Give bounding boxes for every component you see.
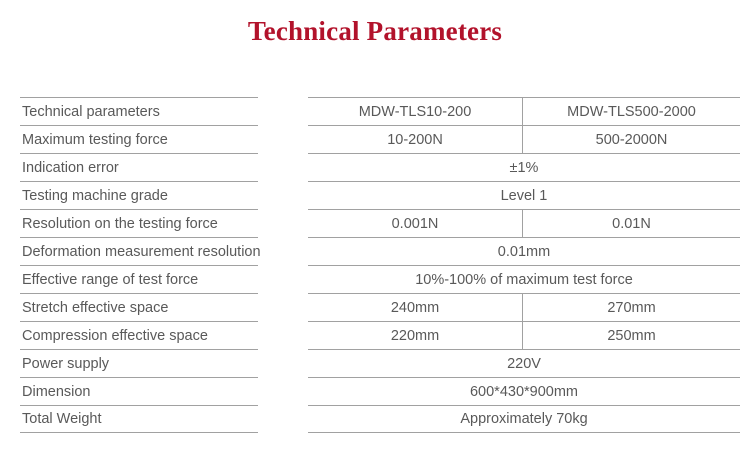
row-value-model1: 220mm	[308, 322, 523, 349]
parameters-table	[0, 97, 750, 433]
table-row	[0, 209, 750, 237]
row-values	[308, 181, 740, 209]
row-label: Power supply	[20, 349, 258, 377]
row-label: Effective range of test force	[20, 265, 258, 293]
row-label: Deformation measurement resolution	[20, 237, 258, 265]
row-label: Testing machine grade	[20, 181, 258, 209]
row-values	[308, 265, 740, 293]
row-value-model2: 0.01N	[612, 215, 651, 232]
page-title: Technical Parameters	[247, 16, 503, 46]
row-values	[308, 349, 740, 377]
row-value-shared: Approximately 70kg	[460, 411, 588, 427]
row-value-model1: 0.001N	[308, 210, 523, 237]
row-values	[308, 293, 740, 321]
row-value-shared: 220V	[507, 355, 541, 372]
row-value-model1: 10-200N	[308, 126, 523, 153]
table-row	[0, 125, 750, 153]
row-values	[308, 125, 740, 153]
table-row	[0, 377, 750, 405]
row-label: Resolution on the testing force	[20, 209, 258, 237]
table-row	[0, 237, 750, 265]
table-row	[0, 153, 750, 181]
row-values	[308, 321, 740, 349]
row-label: Compression effective space	[20, 321, 258, 349]
row-value-model2: 250mm	[607, 327, 656, 344]
row-value-model2: 270mm	[607, 299, 656, 316]
row-value-model1: MDW-TLS10-200	[308, 98, 523, 125]
row-label: Stretch effective space	[20, 293, 258, 321]
row-values	[308, 405, 740, 433]
table-row	[0, 181, 750, 209]
table-row	[0, 321, 750, 349]
row-value-shared: 600*430*900mm	[469, 383, 579, 400]
row-label: Maximum testing force	[20, 125, 258, 153]
row-label: Indication error	[20, 153, 258, 181]
row-label: Technical parameters	[20, 97, 258, 125]
row-value-shared: 0.01mm	[497, 243, 551, 260]
table-row	[0, 349, 750, 377]
row-value-shared: ±1%	[509, 159, 539, 176]
table-row	[0, 265, 750, 293]
row-value-shared: Level 1	[500, 187, 548, 204]
row-values	[308, 377, 740, 405]
row-values	[308, 237, 740, 265]
row-values	[308, 209, 740, 237]
table-row	[0, 405, 750, 433]
table-row	[0, 97, 750, 125]
row-values	[308, 153, 740, 181]
row-value-shared: 10%-100% of maximum test force	[415, 271, 633, 288]
row-value-model2: MDW-TLS500-2000	[567, 103, 696, 120]
row-value-model1: 240mm	[308, 294, 523, 321]
row-value-model2: 500-2000N	[595, 131, 668, 148]
row-values	[308, 97, 740, 125]
row-label: Total Weight	[20, 405, 258, 433]
row-label: Dimension	[20, 377, 258, 405]
table-row	[0, 293, 750, 321]
